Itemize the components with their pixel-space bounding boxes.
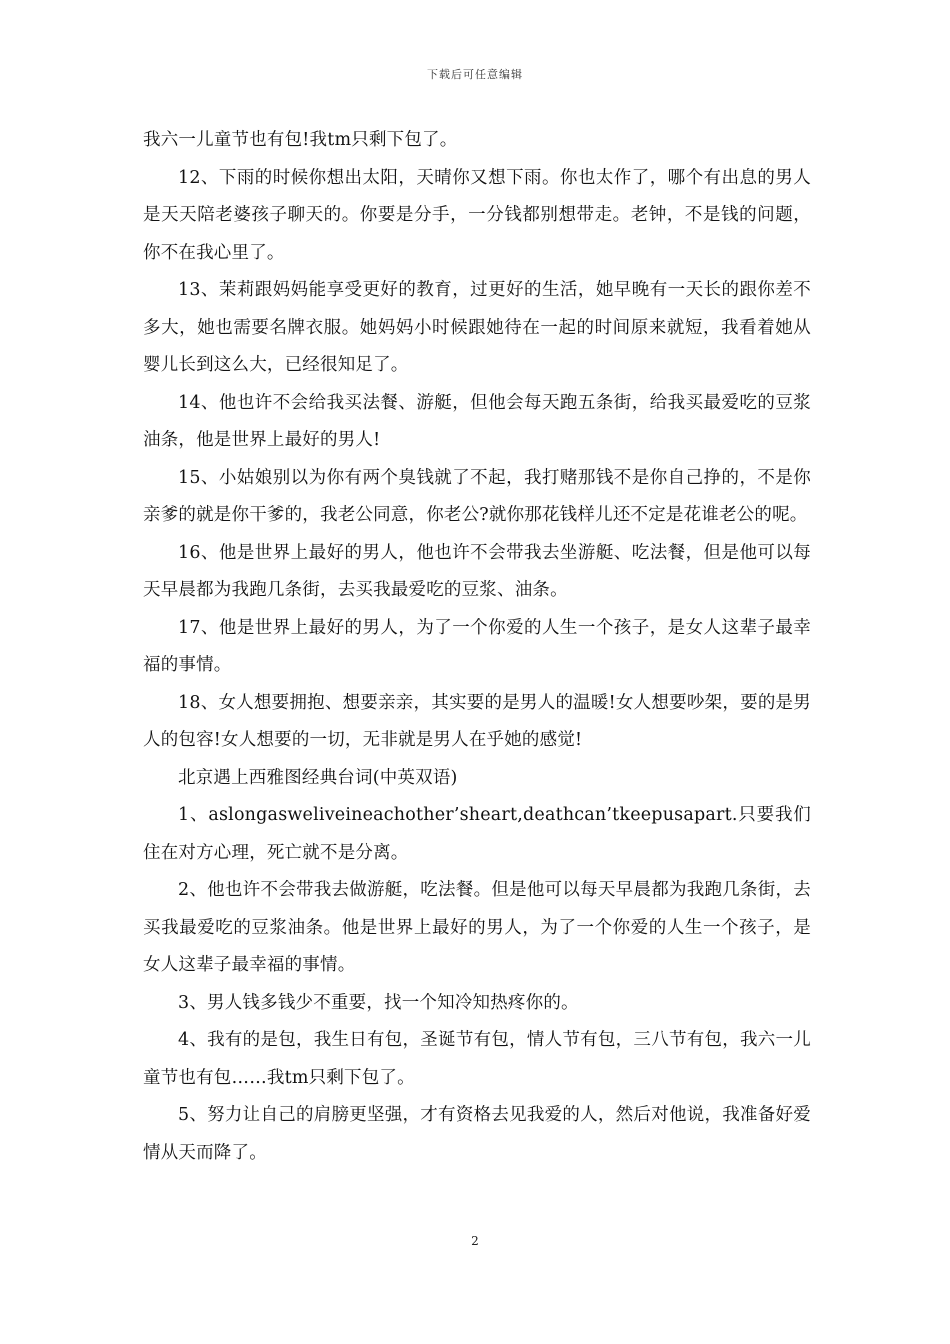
paragraph: 1、aslongasweliveineachother’sheart,deathcan’tkeepusapart.只要我们住在对方心理，死亡就不是分离。 [143, 805, 811, 863]
document-body [143, 122, 811, 1172]
paragraph: 5、努力让自己的肩膀更坚强，才有资格去见我爱的人，然后对他说，我准备好爱情从天而降了。 [143, 1105, 811, 1163]
paragraph: 15、小姑娘别以为你有两个臭钱就了不起，我打赌那钱不是你自己挣的，不是你亲爹的就是你干爹的，我老公同意，你老公?就你那花钱样儿还不定是花谁老公的呢。 [143, 467, 811, 525]
paragraph: 16、他是世界上最好的男人，他也许不会带我去坐游艇、吃法餐，但是他可以每天早晨都为我跑几条街，去买我最爱吃的豆浆、油条。 [143, 542, 811, 600]
paragraph: 14、他也许不会给我买法餐、游艇，但他会每天跑五条街，给我买最爱吃的豆浆油条，他是世界上最好的男人! [143, 392, 811, 450]
paragraph: 2、他也许不会带我去做游艇，吃法餐。但是他可以每天早晨都为我跑几条街，去买我最爱吃的豆浆油条。他是世界上最好的男人，为了一个你爱的人生一个孩子，是女人这辈子最幸福的事情。 [143, 880, 811, 975]
paragraph: 我六一儿童节也有包!我tm只剩下包了。 [143, 130, 458, 150]
page-number: 2 [471, 1234, 479, 1248]
paragraph: 12、下雨的时候你想出太阳，天晴你又想下雨。你也太作了，哪个有出息的男人是天天陪老婆孩子聊天的。你要是分手，一分钱都别想带走。老钟，不是钱的问题，你不在我心里了。 [143, 167, 811, 263]
paragraph: 13、茉莉跟妈妈能享受更好的教育，过更好的生活，她早晚有一天长的跟你差不多大，她也需要名牌衣服。她妈妈小时候跟她待在一起的时间原来就短，我看着她从婴儿长到这么大，已经很知足了。 [143, 280, 811, 375]
page-header: 下载后可任意编辑 [427, 68, 523, 81]
paragraph: 17、他是世界上最好的男人，为了一个你爱的人生一个孩子，是女人这辈子最幸福的事情。 [143, 617, 811, 675]
section-heading: 北京遇上西雅图经典台词(中英双语) [178, 767, 458, 788]
paragraph: 3、男人钱多钱少不重要，找一个知冷知热疼你的。 [178, 992, 579, 1013]
paragraph: 4、我有的是包，我生日有包，圣诞节有包，情人节有包，三八节有包，我六一儿童节也有包……我tm只剩下包了。 [143, 1030, 811, 1088]
paragraph: 18、女人想要拥抱、想要亲亲，其实要的是男人的温暖!女人想要吵架，要的是男人的包容!女人想要的一切，无非就是男人在乎她的感觉! [143, 692, 811, 750]
